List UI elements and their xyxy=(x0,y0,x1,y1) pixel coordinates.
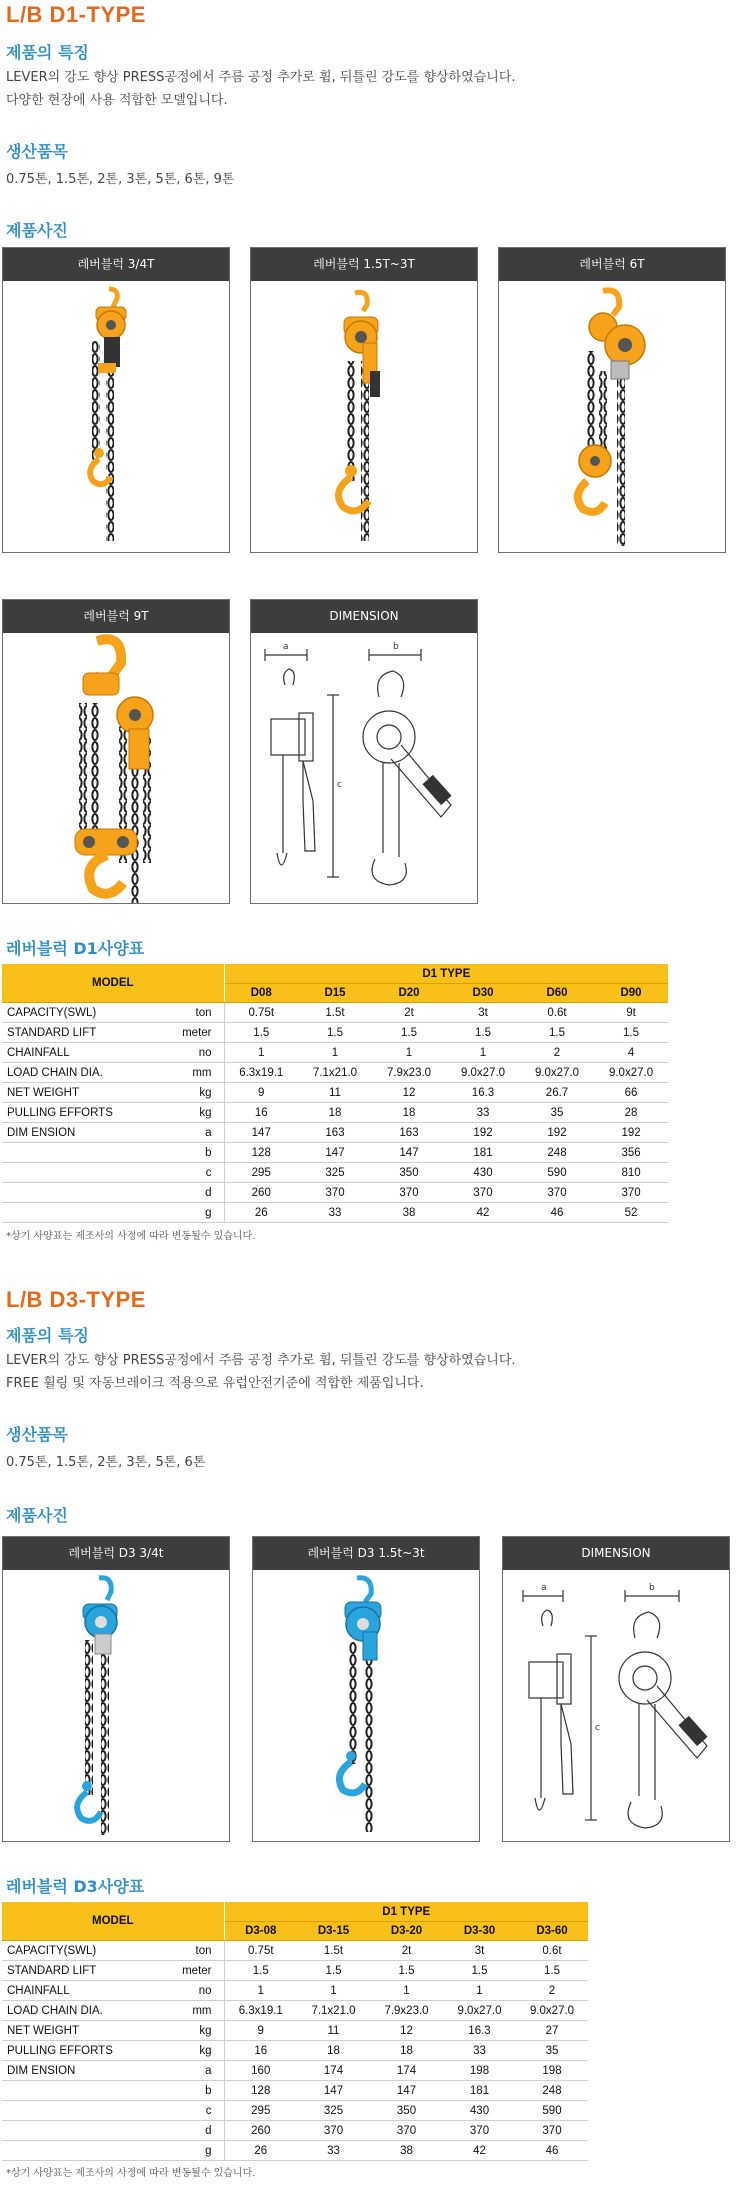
table-cell: 260 xyxy=(224,1183,298,1203)
table-cell: 192 xyxy=(520,1123,594,1143)
model-code-header: D3-30 xyxy=(443,1922,516,1941)
table-row xyxy=(2,1961,588,1981)
table-cell: 1.5 xyxy=(594,1023,668,1043)
table-cell: 356 xyxy=(594,1143,668,1163)
table-cell: 9t xyxy=(594,1003,668,1023)
card-label: DIMENSION xyxy=(251,600,477,633)
table-cell: 192 xyxy=(446,1123,520,1143)
row-label xyxy=(2,2101,176,2121)
table-cell: 35 xyxy=(516,2041,588,2061)
card-label: 레버블럭 D3 1.5t~3t xyxy=(253,1537,479,1570)
table-cell: 163 xyxy=(298,1123,372,1143)
lever-hoist-orange-medium-image xyxy=(251,281,477,552)
table-cell: 1 xyxy=(297,1981,370,2001)
table-cell: 147 xyxy=(370,2081,443,2101)
row-label xyxy=(2,1183,176,1203)
table-cell: 1 xyxy=(372,1043,446,1063)
table-row xyxy=(2,1003,668,1023)
table-cell: 35 xyxy=(520,1103,594,1123)
table-cell: 42 xyxy=(446,1203,520,1223)
table-row xyxy=(2,2141,588,2161)
table-row xyxy=(2,1163,668,1183)
d1-photo-card-1 xyxy=(2,247,230,553)
d1-products-text: 0.75톤, 1.5톤, 2톤, 3톤, 5톤, 6톤, 9톤 xyxy=(6,172,235,187)
table-cell: 370 xyxy=(594,1183,668,1203)
table-cell: 181 xyxy=(446,1143,520,1163)
row-unit: ton xyxy=(176,1003,224,1023)
table-cell: 350 xyxy=(370,2101,443,2121)
row-unit: a xyxy=(176,1123,224,1143)
table-cell: 18 xyxy=(298,1103,372,1123)
table-cell: 26.7 xyxy=(520,1083,594,1103)
table-cell: 18 xyxy=(297,2041,370,2061)
svg-text:a: a xyxy=(541,1583,547,1593)
d3-features-heading: 제품의 특징 xyxy=(6,1326,89,1345)
table-cell: 1.5t xyxy=(298,1003,372,1023)
table-cell: 370 xyxy=(520,1183,594,1203)
row-unit: no xyxy=(176,1981,224,2001)
table-cell: 6.3x19.1 xyxy=(224,1063,298,1083)
d1-photo-card-5 xyxy=(250,599,478,904)
row-label xyxy=(2,1143,176,1163)
table-cell: 370 xyxy=(370,2121,443,2141)
row-unit: b xyxy=(176,2081,224,2101)
d1-photos-heading: 제품사진 xyxy=(6,221,68,240)
table-cell: 1.5 xyxy=(516,1961,588,1981)
table-row xyxy=(2,2121,588,2141)
dimension-drawing-image xyxy=(251,633,477,903)
d1-features-line1: LEVER의 강도 향상 PRESS공정에서 주름 공정 추가로 휨, 뒤틀린 강도를 향상하였습니다. xyxy=(6,70,516,85)
d3-title: L/B D3-TYPE xyxy=(6,1287,146,1312)
table-cell: 4 xyxy=(594,1043,668,1063)
table-cell: 370 xyxy=(298,1183,372,1203)
row-unit: kg xyxy=(176,2041,224,2061)
row-label: DIM ENSION xyxy=(2,1123,176,1143)
model-code-header: D30 xyxy=(446,984,520,1003)
table-cell: 192 xyxy=(594,1123,668,1143)
card-label: 레버블럭 D3 3/4t xyxy=(3,1537,229,1570)
d3-features-line1: LEVER의 강도 향상 PRESS공정에서 주름 공정 추가로 휨, 뒤틀린 강도를 향상하였습니다. xyxy=(6,1353,516,1368)
table-cell: 147 xyxy=(372,1143,446,1163)
table-row xyxy=(2,1123,668,1143)
table-cell: 16 xyxy=(224,1103,298,1123)
table-cell: 1.5 xyxy=(520,1023,594,1043)
d1-features-heading: 제품의 특징 xyxy=(6,43,89,62)
table-cell: 0.75t xyxy=(224,1941,297,1961)
card-label: 레버블럭 9T xyxy=(3,600,229,633)
table-cell: 9.0x27.0 xyxy=(520,1063,594,1083)
row-label xyxy=(2,1203,176,1223)
table-cell: 38 xyxy=(372,1203,446,1223)
table-cell: 18 xyxy=(372,1103,446,1123)
row-unit: c xyxy=(176,2101,224,2121)
table-cell: 198 xyxy=(516,2061,588,2081)
table-cell: 12 xyxy=(372,1083,446,1103)
row-label: DIM ENSION xyxy=(2,2061,176,2081)
table-cell: 9.0x27.0 xyxy=(446,1063,520,1083)
table-cell: 0.6t xyxy=(520,1003,594,1023)
table-cell: 52 xyxy=(594,1203,668,1223)
row-label xyxy=(2,2121,176,2141)
row-label xyxy=(2,1163,176,1183)
model-code-header: D3-60 xyxy=(516,1922,588,1941)
d3-products-heading: 생산품목 xyxy=(6,1425,68,1444)
table-cell: 7.9x23.0 xyxy=(372,1063,446,1083)
row-label: CHAINFALL xyxy=(2,1981,176,2001)
table-row xyxy=(2,2061,588,2081)
row-unit: kg xyxy=(176,1103,224,1123)
table-cell: 33 xyxy=(446,1103,520,1123)
table-cell: 370 xyxy=(297,2121,370,2141)
table-cell: 1.5 xyxy=(297,1961,370,1981)
table-cell: 1.5 xyxy=(224,1023,298,1043)
model-code-header: D90 xyxy=(594,984,668,1003)
row-unit: c xyxy=(176,1163,224,1183)
d3-photos-heading: 제품사진 xyxy=(6,1506,68,1525)
row-label xyxy=(2,2081,176,2101)
row-label: LOAD CHAIN DIA. xyxy=(2,1063,176,1083)
row-unit: meter xyxy=(176,1961,224,1981)
table-cell: 295 xyxy=(224,1163,298,1183)
lever-hoist-orange-6t-image xyxy=(499,281,725,552)
type-header: D1 TYPE xyxy=(224,964,668,984)
table-cell: 1.5 xyxy=(298,1023,372,1043)
row-unit: no xyxy=(176,1043,224,1063)
model-header: MODEL xyxy=(2,964,224,1003)
table-cell: 2 xyxy=(516,1981,588,2001)
table-cell: 28 xyxy=(594,1103,668,1123)
table-cell: 1 xyxy=(224,1043,298,1063)
table-cell: 27 xyxy=(516,2021,588,2041)
d3-spec-heading: 레버블럭 D3사양표 xyxy=(6,1877,145,1896)
table-cell: 810 xyxy=(594,1163,668,1183)
table-cell: 147 xyxy=(297,2081,370,2101)
row-unit: d xyxy=(176,1183,224,1203)
table-cell: 181 xyxy=(443,2081,516,2101)
table-cell: 590 xyxy=(516,2101,588,2121)
row-label: LOAD CHAIN DIA. xyxy=(2,2001,176,2021)
table-cell: 325 xyxy=(297,2101,370,2121)
table-cell: 248 xyxy=(516,2081,588,2101)
card-label: DIMENSION xyxy=(503,1537,729,1570)
svg-text:b: b xyxy=(649,1583,655,1593)
table-cell: 198 xyxy=(443,2061,516,2081)
table-cell: 147 xyxy=(298,1143,372,1163)
model-code-header: D3-15 xyxy=(297,1922,370,1941)
d1-spec-table xyxy=(2,964,668,1223)
table-row xyxy=(2,1043,668,1063)
table-cell: 248 xyxy=(520,1143,594,1163)
row-unit: mm xyxy=(176,2001,224,2021)
row-label: PULLING EFFORTS xyxy=(2,2041,176,2061)
table-cell: 9 xyxy=(224,1083,298,1103)
d1-photo-card-3 xyxy=(498,247,726,553)
table-row xyxy=(2,1981,588,2001)
table-cell: 1 xyxy=(298,1043,372,1063)
row-label: CAPACITY(SWL) xyxy=(2,1003,176,1023)
d1-features-line2: 다양한 현장에 사용 적합한 모델입니다. xyxy=(6,93,228,108)
table-row xyxy=(2,2101,588,2121)
table-cell: 260 xyxy=(224,2121,297,2141)
model-code-header: D60 xyxy=(520,984,594,1003)
row-label: PULLING EFFORTS xyxy=(2,1103,176,1123)
row-unit: kg xyxy=(176,1083,224,1103)
row-label xyxy=(2,2141,176,2161)
table-cell: 0.6t xyxy=(516,1941,588,1961)
table-cell: 1.5 xyxy=(446,1023,520,1043)
table-cell: 16.3 xyxy=(443,2021,516,2041)
row-unit: a xyxy=(176,2061,224,2081)
row-unit: g xyxy=(176,2141,224,2161)
table-cell: 2t xyxy=(372,1003,446,1023)
d3-features-line2: FREE 휠링 및 자동브레이크 적용으로 유럽안전기준에 적합한 제품입니다. xyxy=(6,1376,424,1391)
card-label: 레버블럭 1.5T~3T xyxy=(251,248,477,281)
table-cell: 128 xyxy=(224,1143,298,1163)
table-cell: 430 xyxy=(446,1163,520,1183)
row-unit: meter xyxy=(176,1023,224,1043)
table-row xyxy=(2,1103,668,1123)
table-cell: 1 xyxy=(224,1981,297,2001)
lever-hoist-orange-small-image xyxy=(3,281,229,552)
svg-text:a: a xyxy=(283,642,289,652)
d1-products-heading: 생산품목 xyxy=(6,142,68,161)
table-row xyxy=(2,2041,588,2061)
model-code-header: D20 xyxy=(372,984,446,1003)
type-header: D1 TYPE xyxy=(224,1902,588,1922)
lever-hoist-orange-9t-image xyxy=(3,633,229,903)
table-cell: 11 xyxy=(298,1083,372,1103)
table-cell: 295 xyxy=(224,2101,297,2121)
table-cell: 7.1x21.0 xyxy=(298,1063,372,1083)
table-cell: 3t xyxy=(446,1003,520,1023)
d1-photo-card-2 xyxy=(250,247,478,553)
table-cell: 7.9x23.0 xyxy=(370,2001,443,2021)
d3-photo-card-1 xyxy=(2,1536,230,1842)
table-cell: 370 xyxy=(446,1183,520,1203)
model-code-header: D3-20 xyxy=(370,1922,443,1941)
table-cell: 46 xyxy=(520,1203,594,1223)
table-cell: 6.3x19.1 xyxy=(224,2001,297,2021)
model-header: MODEL xyxy=(2,1902,224,1941)
table-cell: 174 xyxy=(370,2061,443,2081)
table-cell: 163 xyxy=(372,1123,446,1143)
d3-note: *상기 사양표는 제조사의 사정에 따라 변동될수 있습니다. xyxy=(6,2168,256,2179)
row-label: STANDARD LIFT xyxy=(2,1023,176,1043)
table-cell: 9.0x27.0 xyxy=(516,2001,588,2021)
row-unit: mm xyxy=(176,1063,224,1083)
table-cell: 33 xyxy=(443,2041,516,2061)
table-cell: 1.5 xyxy=(224,1961,297,1981)
table-row xyxy=(2,1023,668,1043)
d3-products-text: 0.75톤, 1.5톤, 2톤, 3톤, 5톤, 6톤 xyxy=(6,1455,206,1470)
table-cell: 590 xyxy=(520,1163,594,1183)
d3-spec-table xyxy=(2,1902,588,2161)
table-cell: 370 xyxy=(372,1183,446,1203)
table-cell: 1 xyxy=(446,1043,520,1063)
card-label: 레버블럭 3/4T xyxy=(3,248,229,281)
row-unit: g xyxy=(176,1203,224,1223)
table-row xyxy=(2,1083,668,1103)
table-cell: 9.0x27.0 xyxy=(443,2001,516,2021)
table-cell: 16 xyxy=(224,2041,297,2061)
table-cell: 7.1x21.0 xyxy=(297,2001,370,2021)
table-cell: 1.5 xyxy=(370,1961,443,1981)
table-cell: 2t xyxy=(370,1941,443,1961)
table-cell: 3t xyxy=(443,1941,516,1961)
row-label: NET WEIGHT xyxy=(2,1083,176,1103)
svg-text:c: c xyxy=(337,780,342,790)
row-unit: kg xyxy=(176,2021,224,2041)
svg-text:c: c xyxy=(595,1723,600,1733)
table-cell: 350 xyxy=(372,1163,446,1183)
d1-spec-heading: 레버블럭 D1사양표 xyxy=(6,939,145,958)
table-cell: 1 xyxy=(443,1981,516,2001)
table-cell: 1.5t xyxy=(297,1941,370,1961)
table-row xyxy=(2,1203,668,1223)
d1-photo-card-4 xyxy=(2,599,230,904)
table-cell: 16.3 xyxy=(446,1083,520,1103)
row-label: CHAINFALL xyxy=(2,1043,176,1063)
table-cell: 174 xyxy=(297,2061,370,2081)
model-code-header: D08 xyxy=(224,984,298,1003)
table-cell: 1 xyxy=(370,1981,443,2001)
table-cell: 12 xyxy=(370,2021,443,2041)
table-cell: 46 xyxy=(516,2141,588,2161)
svg-text:b: b xyxy=(393,642,399,652)
table-cell: 1.5 xyxy=(372,1023,446,1043)
table-cell: 38 xyxy=(370,2141,443,2161)
table-row xyxy=(2,2021,588,2041)
model-code-header: D3-08 xyxy=(224,1922,297,1941)
d1-note: *상기 사양표는 제조사의 사정에 따라 변동될수 있습니다. xyxy=(6,1231,256,1242)
d1-title: L/B D1-TYPE xyxy=(6,2,146,27)
table-cell: 33 xyxy=(298,1203,372,1223)
lever-hoist-blue-small-image xyxy=(3,1570,229,1841)
table-cell: 128 xyxy=(224,2081,297,2101)
row-unit: ton xyxy=(176,1941,224,1961)
model-code-header: D15 xyxy=(298,984,372,1003)
table-row xyxy=(2,2081,588,2101)
row-label: CAPACITY(SWL) xyxy=(2,1941,176,1961)
table-cell: 1.5 xyxy=(443,1961,516,1981)
table-cell: 66 xyxy=(594,1083,668,1103)
d3-photo-card-2 xyxy=(252,1536,480,1842)
table-cell: 11 xyxy=(297,2021,370,2041)
table-cell: 26 xyxy=(224,1203,298,1223)
table-cell: 26 xyxy=(224,2141,297,2161)
row-unit: b xyxy=(176,1143,224,1163)
table-row xyxy=(2,1143,668,1163)
table-cell: 370 xyxy=(443,2121,516,2141)
table-cell: 370 xyxy=(516,2121,588,2141)
table-cell: 9.0x27.0 xyxy=(594,1063,668,1083)
table-cell: 33 xyxy=(297,2141,370,2161)
table-cell: 147 xyxy=(224,1123,298,1143)
table-row xyxy=(2,1941,588,1961)
lever-hoist-blue-medium-image xyxy=(253,1570,479,1841)
table-row xyxy=(2,2001,588,2021)
table-cell: 160 xyxy=(224,2061,297,2081)
table-cell: 325 xyxy=(298,1163,372,1183)
table-cell: 430 xyxy=(443,2101,516,2121)
d3-photo-card-3 xyxy=(502,1536,730,1842)
table-cell: 42 xyxy=(443,2141,516,2161)
card-label: 레버블럭 6T xyxy=(499,248,725,281)
table-cell: 2 xyxy=(520,1043,594,1063)
row-label: NET WEIGHT xyxy=(2,2021,176,2041)
table-cell: 0.75t xyxy=(224,1003,298,1023)
table-cell: 9 xyxy=(224,2021,297,2041)
dimension-drawing-image xyxy=(503,1570,729,1841)
table-cell: 18 xyxy=(370,2041,443,2061)
row-unit: d xyxy=(176,2121,224,2141)
table-row xyxy=(2,1063,668,1083)
table-row xyxy=(2,1183,668,1203)
row-label: STANDARD LIFT xyxy=(2,1961,176,1981)
